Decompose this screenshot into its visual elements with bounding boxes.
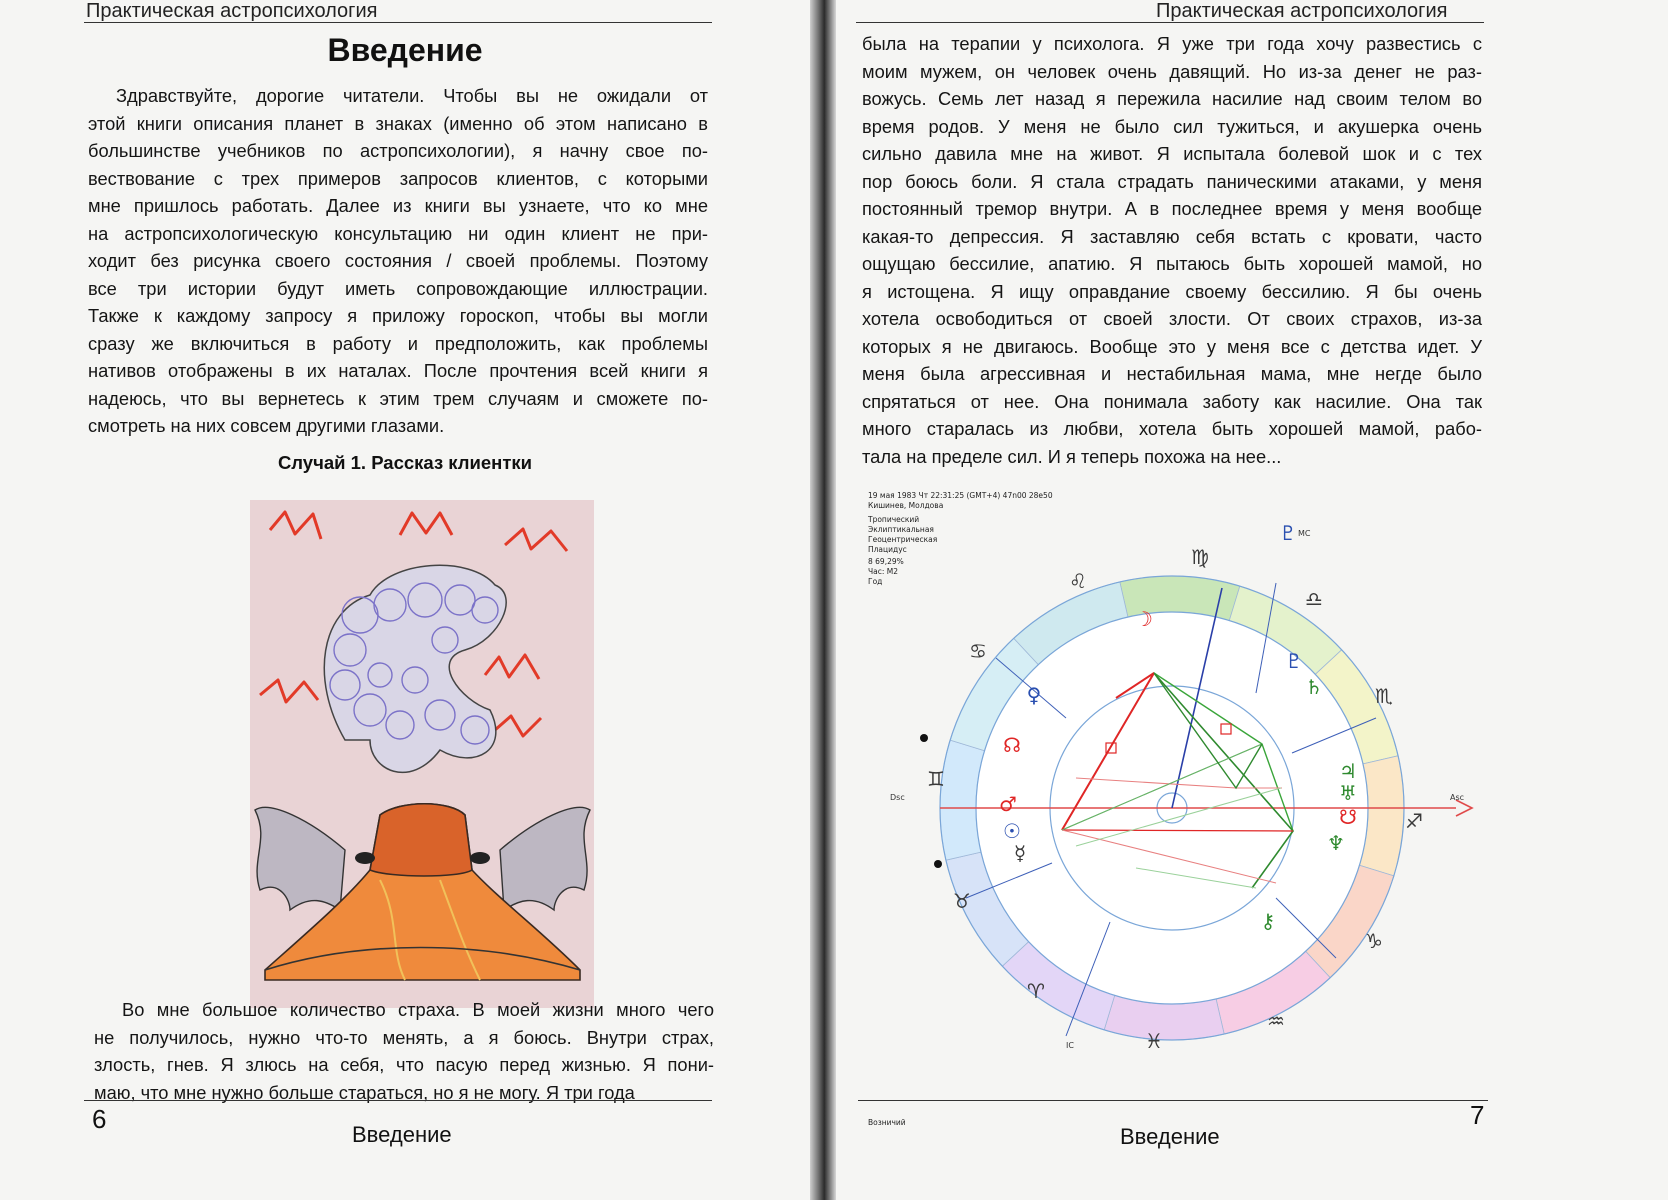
chart-setting-4: Плацидус: [868, 545, 907, 554]
sign-scorpio-icon: ♏: [1375, 684, 1393, 708]
footer-title-left: Введение: [352, 1122, 452, 1147]
chart-meta-pct: 8 69,29%: [868, 557, 904, 566]
intro-line: этой книги описания планет в знаках (именно об этом написано в: [88, 112, 708, 134]
intro-line: Здравствуйте, дорогие читатели. Чтобы вы не ожидали от: [116, 85, 708, 106]
right-text-line: пор боюсь боли. Я стала страдать паническими атаками, у меня: [862, 170, 1482, 192]
sign-leo-icon: ♌: [1069, 569, 1087, 593]
mc-label: MC: [1298, 529, 1311, 538]
sign-gemini-icon: ♊: [927, 767, 945, 791]
dsc-label: Dsc: [890, 793, 905, 802]
right-text-line: сильно давила мне на живот. Я испытала болевой шок и с тех: [862, 143, 1482, 164]
right-eye: [470, 852, 490, 864]
uranus-icon: ♅: [1339, 781, 1357, 805]
chart-meta-hour: Час: М2: [868, 567, 899, 576]
right-header-rule: [856, 22, 1484, 23]
sign-aries-icon: ♈: [1027, 979, 1045, 1003]
right-text-line: много старалась из любви, хотела быть хорошей мамой, рабо-: [862, 418, 1482, 439]
book-gutter: [810, 0, 836, 1200]
chiron-icon: ⚷: [1260, 909, 1276, 933]
chart-setting-1: Тропический: [868, 515, 920, 524]
right-text-line: меня была агрессивная и нестабильная мама, мне негде было: [862, 363, 1482, 384]
right-text-line: я истощена. Я ищу оправдание своему бессилию. Я бы очень: [862, 280, 1482, 302]
story-line: Во мне большое количество страха. В моей жизни много чего: [122, 999, 714, 1020]
page-number-right: 7: [1470, 1100, 1485, 1130]
pluto-mc-icon: ♇: [1279, 521, 1297, 545]
sign-capricorn-icon: ♑: [1365, 929, 1383, 953]
right-text-line: ощущаю бессилие, апатию. Я пытаюсь быть хорошей мамой, но: [862, 253, 1482, 274]
story-line: маю, что мне нужно больше стараться, но я не могу. Я три года: [94, 1081, 635, 1103]
left-header-rule: [84, 22, 712, 23]
marker-dot-1: [920, 734, 928, 742]
asc-label: Asc: [1450, 793, 1465, 802]
right-text-line: хотела освободиться от своей злости. От своих страхов, из-за: [862, 308, 1482, 329]
volcano-drawing: [250, 500, 594, 1008]
pluto-icon: ♇: [1285, 649, 1303, 673]
intro-line: надеюсь, что вы вернетесь к этим трем случаям и сможете по-: [88, 387, 708, 409]
intro-paragraph: [88, 82, 708, 440]
page-title: Введение: [327, 32, 483, 68]
intro-line: большинстве учебников по астропсихологии), я начну свое по-: [88, 140, 708, 161]
south-node-icon: ☋: [1339, 805, 1357, 829]
intro-line: сразу же включиться в работу и предположить, как проблемы: [88, 332, 708, 354]
north-node-icon: ☊: [1003, 733, 1021, 757]
sign-cancer-icon: ♋: [969, 639, 987, 663]
neptune-icon: ♆: [1327, 831, 1345, 855]
saturn-icon: ♄: [1305, 675, 1323, 699]
right-text-line: моим мужем, он человек очень давящий. Но из-за денег не раз-: [862, 60, 1482, 82]
sign-libra-icon: ♎: [1305, 587, 1323, 611]
right-text-line: тала на пределе сил. И я теперь похожа на нее...: [862, 445, 1282, 467]
ic-label: IC: [1066, 1041, 1074, 1050]
footer-title-right: Введение: [1120, 1124, 1220, 1149]
intro-line: мне пришлось работать. Далее из книги вы узнаете, что ко мне: [88, 195, 708, 216]
chart-setting-2: Эклиптикальная: [868, 525, 934, 534]
intro-line: смотреть на них совсем другими глазами.: [88, 415, 445, 436]
right-text-line: какая-то депрессия. Я заставляю себя встать с кровати, часто: [862, 225, 1482, 247]
marker-dot-2: [934, 860, 942, 868]
chart-meta-year: Год: [868, 577, 883, 586]
right-text-line: вожусь. Семь лет назад я пережила насилие над своим телом во: [862, 88, 1482, 109]
intro-line: на астропсихологическую консультацию ни один клиент не при-: [88, 222, 708, 244]
chart-ruler: Возничий: [868, 1118, 906, 1127]
intro-line: Также к каждому запросу я приложу гороскоп, чтобы вы могли: [88, 305, 708, 326]
page-number-left: 6: [92, 1104, 107, 1134]
sign-taurus-icon: ♉: [953, 889, 971, 913]
left-page: [0, 0, 810, 1200]
right-running-head: Практическая астропсихология: [1156, 0, 1448, 22]
intro-line: нативов отображены в их наталах. После прочтения всей книги я: [88, 360, 708, 381]
natal-chart: [836, 488, 1668, 1138]
chart-meta-line2: Кишинев, Молдова: [868, 501, 944, 510]
intro-line: все три истории будут иметь сопровождающие иллюстрации.: [88, 277, 708, 299]
left-footer-rule: [84, 1100, 712, 1101]
sun-icon: ☉: [1003, 819, 1021, 843]
right-text-line: была на терапии у психолога. Я уже три года хочу развестись с: [862, 33, 1482, 54]
story-line: злость, гнев. Я злюсь на себя, что пасую перед жизнью. Я пони-: [94, 1054, 714, 1075]
left-eye: [355, 852, 375, 864]
sign-sagittarius-icon: ♐: [1405, 809, 1423, 833]
right-text-line: постоянный тремор внутри. А в последнее время у меня вообще: [862, 198, 1482, 219]
venus-icon: ♀: [1026, 683, 1042, 707]
jupiter-icon: ♃: [1339, 759, 1357, 783]
intro-line: ходит без рисунка своего состояния / своей проблемы. Поэтому: [88, 250, 708, 271]
story-line: не получилось, нужно что-то менять, а я боюсь. Внутри страх,: [94, 1026, 714, 1048]
case-subheading: Случай 1. Рассказ клиентки: [277, 452, 533, 473]
story-paragraph: [94, 996, 714, 1106]
sign-aquarius-icon: ♒: [1267, 1009, 1285, 1033]
chart-meta-line1: 19 мая 1983 Чт 22:31:25 (GMT+4) 47n00 28e50: [868, 491, 1053, 500]
mercury-icon: ☿: [1013, 841, 1027, 865]
sign-virgo-icon: ♍: [1191, 545, 1209, 569]
mars-icon: ♂: [999, 792, 1017, 816]
right-text-line: спрятаться от нее. Она понимала заботу как насилие. Она так: [862, 390, 1482, 412]
left-running-head: Практическая астропсихология: [86, 0, 378, 22]
sign-pisces-icon: ♓: [1145, 1029, 1163, 1053]
right-page: [836, 0, 1668, 1200]
right-text-line: время родов. У меня не было сил тужиться, и акушерка очень: [862, 115, 1482, 137]
right-footer-rule: [858, 1100, 1488, 1101]
moon-icon: ☽: [1135, 607, 1153, 631]
chart-setting-3: Геоцентрическая: [868, 535, 938, 544]
right-text-line: которых я не двигаюсь. Вообще это у меня все с детства идет. У: [862, 335, 1482, 357]
right-story-paragraph: [862, 30, 1482, 470]
volcano-crater: [370, 804, 472, 876]
intro-line: вествование с трех примеров запросов клиентов, с которыми: [88, 167, 708, 189]
